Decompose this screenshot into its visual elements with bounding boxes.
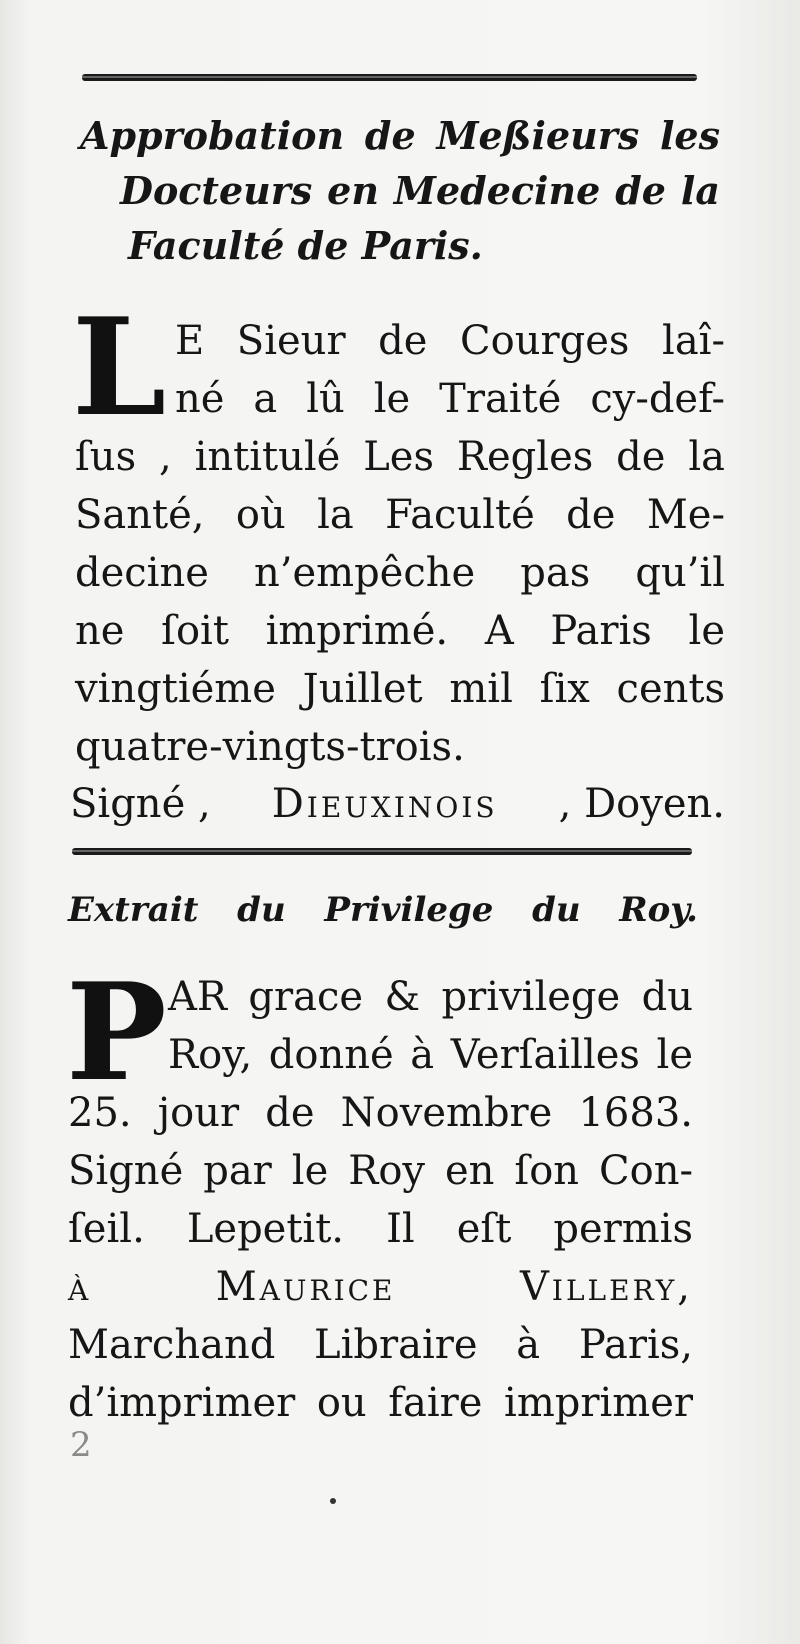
privilege-line-8: d’imprimer ou faire imprimer — [68, 1380, 693, 1426]
approbation-heading-line-1: Approbation de Meßieurs les — [80, 113, 720, 158]
privilege-drop-cap: P — [66, 953, 167, 1111]
approbation-heading-line-3: Faculté de Paris. — [128, 223, 483, 268]
signature-mark: 2 — [70, 1425, 92, 1465]
privilege-line-5: ſeil. Lepetit. Il eſt permis — [68, 1206, 693, 1252]
approbation-line-4: Santé, où la Faculté de Me- — [75, 492, 725, 538]
privilege-line-3: 25. jour de Novembre 1683. — [68, 1090, 693, 1136]
approbation-line-3: ſus , intitulé Les Regles de la — [75, 434, 725, 480]
middle-ornamental-rule — [72, 848, 692, 855]
approbation-signature — [70, 775, 725, 833]
approbation-heading-line-2: Docteurs en Medecine de la — [120, 168, 720, 213]
privilege-line-4: Signé par le Roy en ſon Con- — [68, 1148, 693, 1194]
approbation-heading — [80, 108, 720, 273]
signed-label: Signé , — [70, 781, 211, 827]
top-ornamental-rule — [82, 74, 697, 81]
privilege-text — [68, 968, 693, 1432]
signed-name: Dieuxinois — [271, 781, 498, 827]
approbation-line-8: quatre-vingts-trois. — [75, 724, 465, 770]
approbation-line-2: né a lû le Traité cy-def- — [175, 376, 725, 422]
privilege-line-2: Roy, donné à Verſailles le — [168, 1032, 693, 1078]
ink-dot — [330, 1498, 336, 1504]
approbation-drop-cap: L — [72, 288, 167, 446]
approbation-line-6: ne ſoit imprimé. A Paris le — [75, 608, 725, 654]
approbation-line-1: E Sieur de Courges laî- — [175, 318, 725, 364]
privilege-heading: Extrait du Privilege du Roy. — [68, 890, 698, 930]
privilege-line-6: à Maurice Villery, — [68, 1264, 693, 1310]
privilege-line-7: Marchand Libraire à Paris, — [68, 1322, 693, 1368]
privilege-line-1: AR grace & privilege du — [168, 974, 693, 1020]
signed-title: , Doyen. — [558, 781, 725, 827]
approbation-line-7: vingtiéme Juillet mil ſix cents — [75, 666, 725, 712]
approbation-text — [75, 312, 725, 776]
approbation-line-5: decine n’empêche pas qu’il — [75, 550, 725, 596]
